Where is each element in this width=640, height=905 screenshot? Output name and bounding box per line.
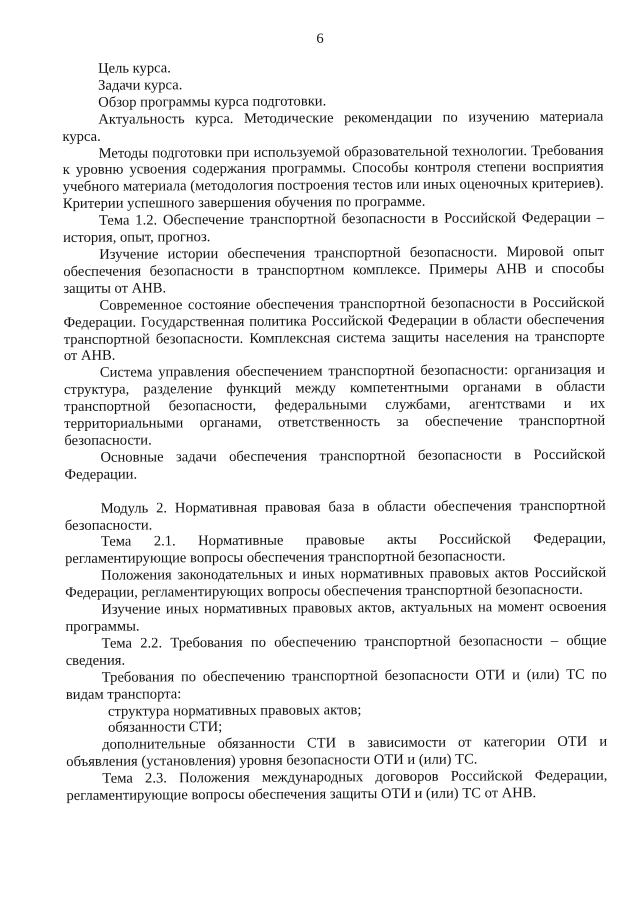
paragraph-topic-2-2: Тема 2.2. Требования по обеспечению транспортной безопасности – общие сведения. [65,632,607,669]
paragraph-requirements: Требования по обеспечению транспортной безопасности ОТИ и (или) ТС по видам транспорта: [65,666,607,703]
paragraph-other-acts: Изучение иных нормативных правовых актов, актуальных на момент освоения программы. [65,598,607,635]
paragraph-course-goal: Цель курса. [97,60,171,77]
paragraph-module-2: Модуль 2. Нормативная правовая база в области обеспечения транспортной безопасности. [64,497,606,534]
paragraph-program-overview: Обзор программы курса подготовки. [98,93,327,111]
paragraph-course-tasks: Задачи курса. [98,77,183,94]
paragraph-topic-2-1: Тема 2.1. Нормативные правовые акты Российской Федерации, регламентирующие вопросы обеспечения транспортной безопасности. [64,531,606,568]
paragraph-history-study: Изучение истории обеспечения транспортной безопасности. Мировой опыт обеспечения безопасности в транспортном комплексе. Примеры АНВ и способы защиты от АНВ. [63,243,605,297]
paragraph-legal-provisions: Положения законодательных и иных нормативных правовых актов Российской Федерации, регламентирующих вопросы обеспечения транспортной безопасности. [65,564,607,602]
list-item: обязанности СТИ; [108,719,223,737]
page-number: 6 [316,31,324,47]
list-item: структура нормативных правовых актов; [107,701,362,720]
paragraph-topic-1-2: Тема 1.2. Обеспечение транспортной безопасности в Российской Федерации – история, опыт, прогноз. [63,209,605,247]
paragraph-current-state: Современное состояние обеспечения транспортной безопасности в Российской Федерации. Государственная политика Российской Федерации в области обеспечения транспортной безопасности. Комплексная система защиты населения на транспорте от АНВ. [63,294,605,365]
paragraph-management-system: Система управления обеспечением транспортной безопасности: организация и структура, разделение функций между компетентными органами в области транспортной безопасности, федеральными службами, агентствами и их территориальными органами, ответственность за обеспечение транспортной безопасности. [63,362,606,449]
list-item-additional-duties: дополнительные обязанности СТИ в зависимости от категории ОТИ и объявления (установления) уровня безопасности ОТИ и (или) ТС. [66,734,608,771]
paragraph-training-methods: Методы подготовки при используемой образовательной технологии. Требования к уровню усвоения содержания программы. Способы контроля степени восприятия учебного материала (методология построения тестов или иных оценочных критериев). Критерии успешного завершения обучения по программе. [62,142,604,213]
paragraph-course-relevance: Актуальность курса. Методические рекомендации по изучению материала курса. [62,108,604,145]
document-body [62,58,608,805]
paragraph-main-tasks: Основные задачи обеспечения транспортной безопасности в Российской Федерации. [64,446,606,483]
paragraph-topic-2-3: Тема 2.3. Положения международных договоров Российской Федерации, регламентирующие вопросы обеспечения защиты ОТИ и (или) ТС от АНВ. [66,767,608,805]
